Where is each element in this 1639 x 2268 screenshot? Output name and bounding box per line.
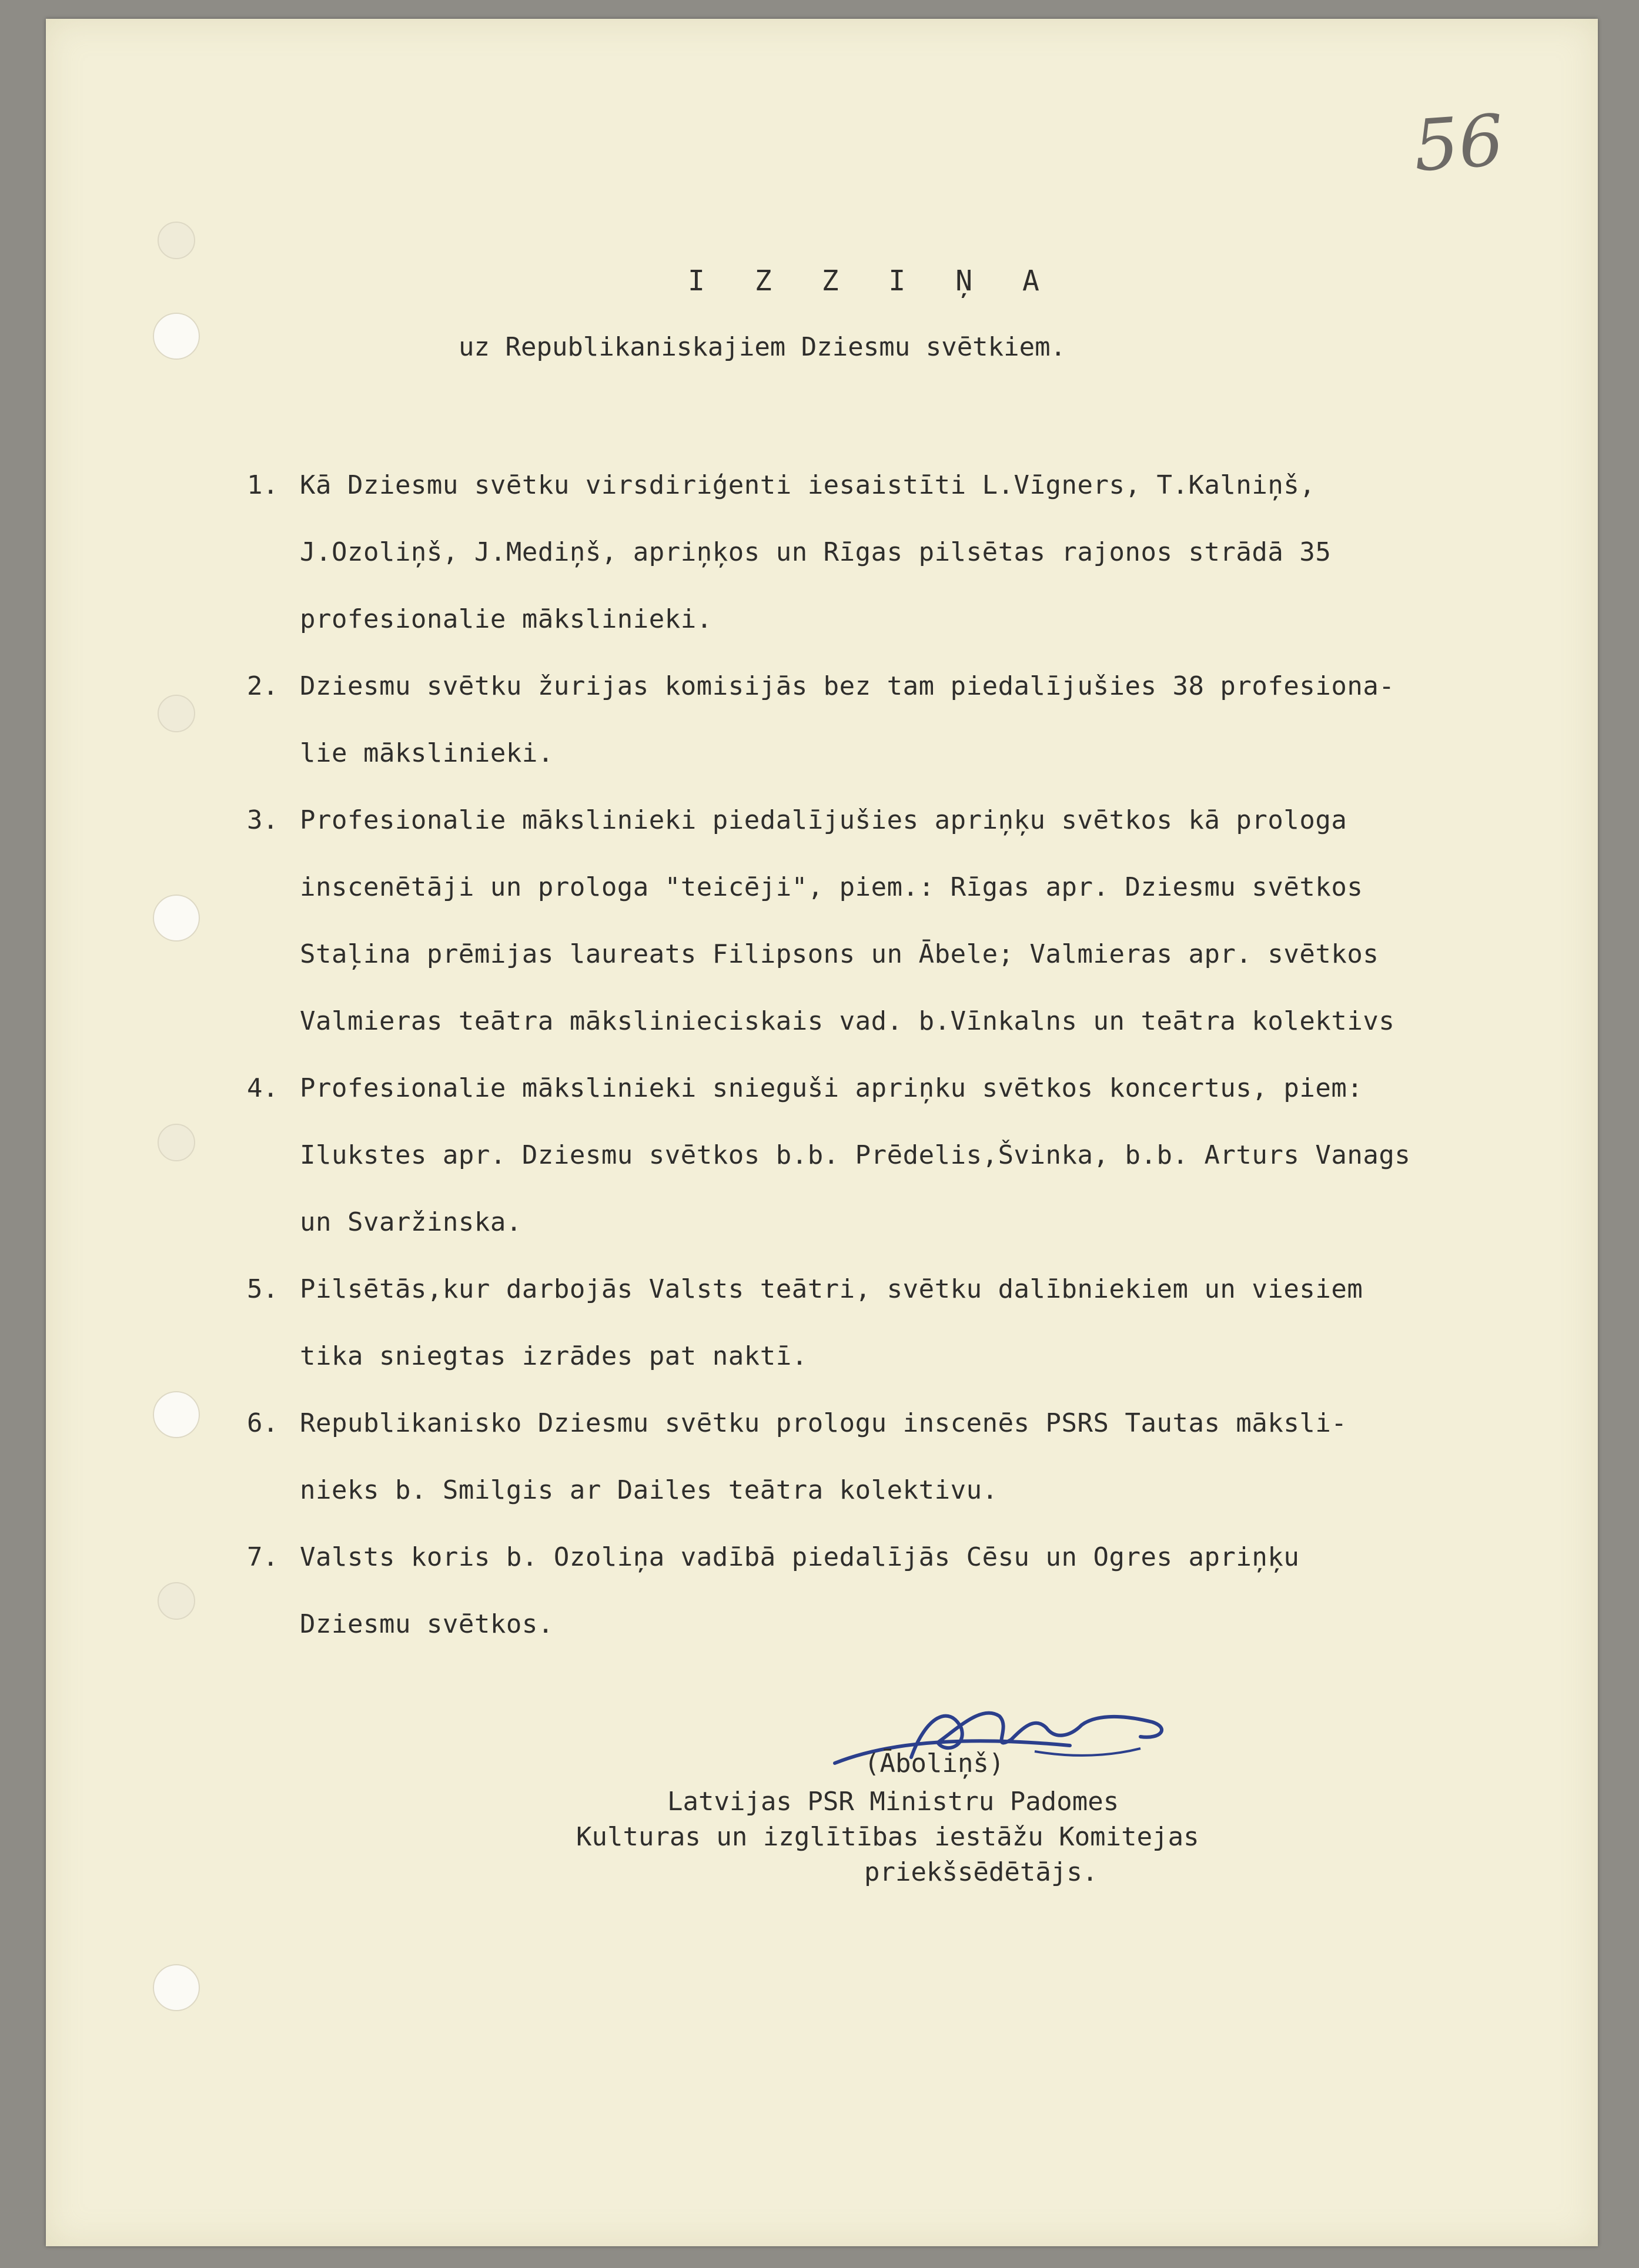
- body-line: inscenētāji un prologa "teicēji", piem.: Rīgas apr. Dziesmu svētkos: [300, 872, 1363, 902]
- body-line: nieks b. Smilgis ar Dailes teātra kolektivu.: [300, 1475, 998, 1505]
- body-line: Profesionalie mākslinieki snieguši apriņku svētkos koncertus, piem:: [300, 1073, 1363, 1103]
- punch-hole: [153, 895, 200, 942]
- body-line: Valmieras teātra mākslinieciskais vad. b.Vīnkalns un teātra kolektivs: [300, 1006, 1395, 1036]
- page-number: 56: [1411, 99, 1507, 188]
- document-title: I Z Z I Ņ A: [688, 264, 1056, 297]
- body-line: Profesionalie mākslinieki piedalījušies apriņķu svētkos kā prologa: [300, 805, 1347, 835]
- signatory-name: (Āboliņš): [864, 1748, 1005, 1778]
- punch-hole: [153, 1391, 200, 1438]
- body-line: Republikanisko Dziesmu svētku prologu inscenēs PSRS Tautas māksli-: [300, 1408, 1347, 1438]
- body-line: J.Ozoliņš, J.Mediņš, apriņķos un Rīgas pilsētas rajonos strādā 35: [300, 537, 1332, 567]
- punch-hole: [158, 1582, 195, 1620]
- item-number: 6.: [247, 1408, 279, 1438]
- punch-hole: [153, 1964, 200, 2011]
- body-line: Staļina prēmijas laureats Filipsons un Ābele; Valmieras apr. svētkos: [300, 939, 1379, 969]
- body-line: Dziesmu svētkos.: [300, 1609, 554, 1639]
- body-line: profesionalie mākslinieki.: [300, 604, 713, 634]
- body-line: tika sniegtas izrādes pat naktī.: [300, 1341, 808, 1371]
- punch-hole: [158, 1124, 195, 1161]
- document-subtitle: uz Republikaniskajiem Dziesmu svētkiem.: [459, 332, 1066, 362]
- punch-hole: [158, 222, 195, 259]
- body-line: Valsts koris b. Ozoliņa vadībā piedalījās Cēsu un Ogres apriņķu: [300, 1542, 1300, 1572]
- punch-hole: [158, 695, 195, 732]
- body-line: Kā Dziesmu svētku virsdiriģenti iesaistīti L.Vīgners, T.Kalniņš,: [300, 470, 1316, 500]
- body-line: Ilukstes apr. Dziesmu svētkos b.b. Prēdelis,Švinka, b.b. Arturs Vanags: [300, 1140, 1411, 1170]
- punch-hole: [153, 313, 200, 360]
- item-number: 3.: [247, 805, 279, 835]
- signatory-org-line2: Kulturas un izglītības iestāžu Komitejas: [576, 1822, 1199, 1852]
- body-line: un Svaržinska.: [300, 1207, 522, 1237]
- body-line: Dziesmu svētku žurijas komisijās bez tam piedalījušies 38 profesiona-: [300, 671, 1395, 701]
- item-number: 7.: [247, 1542, 279, 1572]
- item-number: 4.: [247, 1073, 279, 1103]
- item-number: 5.: [247, 1274, 279, 1304]
- body-line: lie mākslinieki.: [300, 738, 554, 768]
- signatory-org-line1: Latvijas PSR Ministru Padomes: [667, 1787, 1119, 1817]
- item-number: 1.: [247, 470, 279, 500]
- signatory-title: priekšsēdētājs.: [864, 1857, 1098, 1887]
- item-number: 2.: [247, 671, 279, 701]
- body-line: Pilsētās,kur darbojās Valsts teātri, svētku dalībniekiem un viesiem: [300, 1274, 1363, 1304]
